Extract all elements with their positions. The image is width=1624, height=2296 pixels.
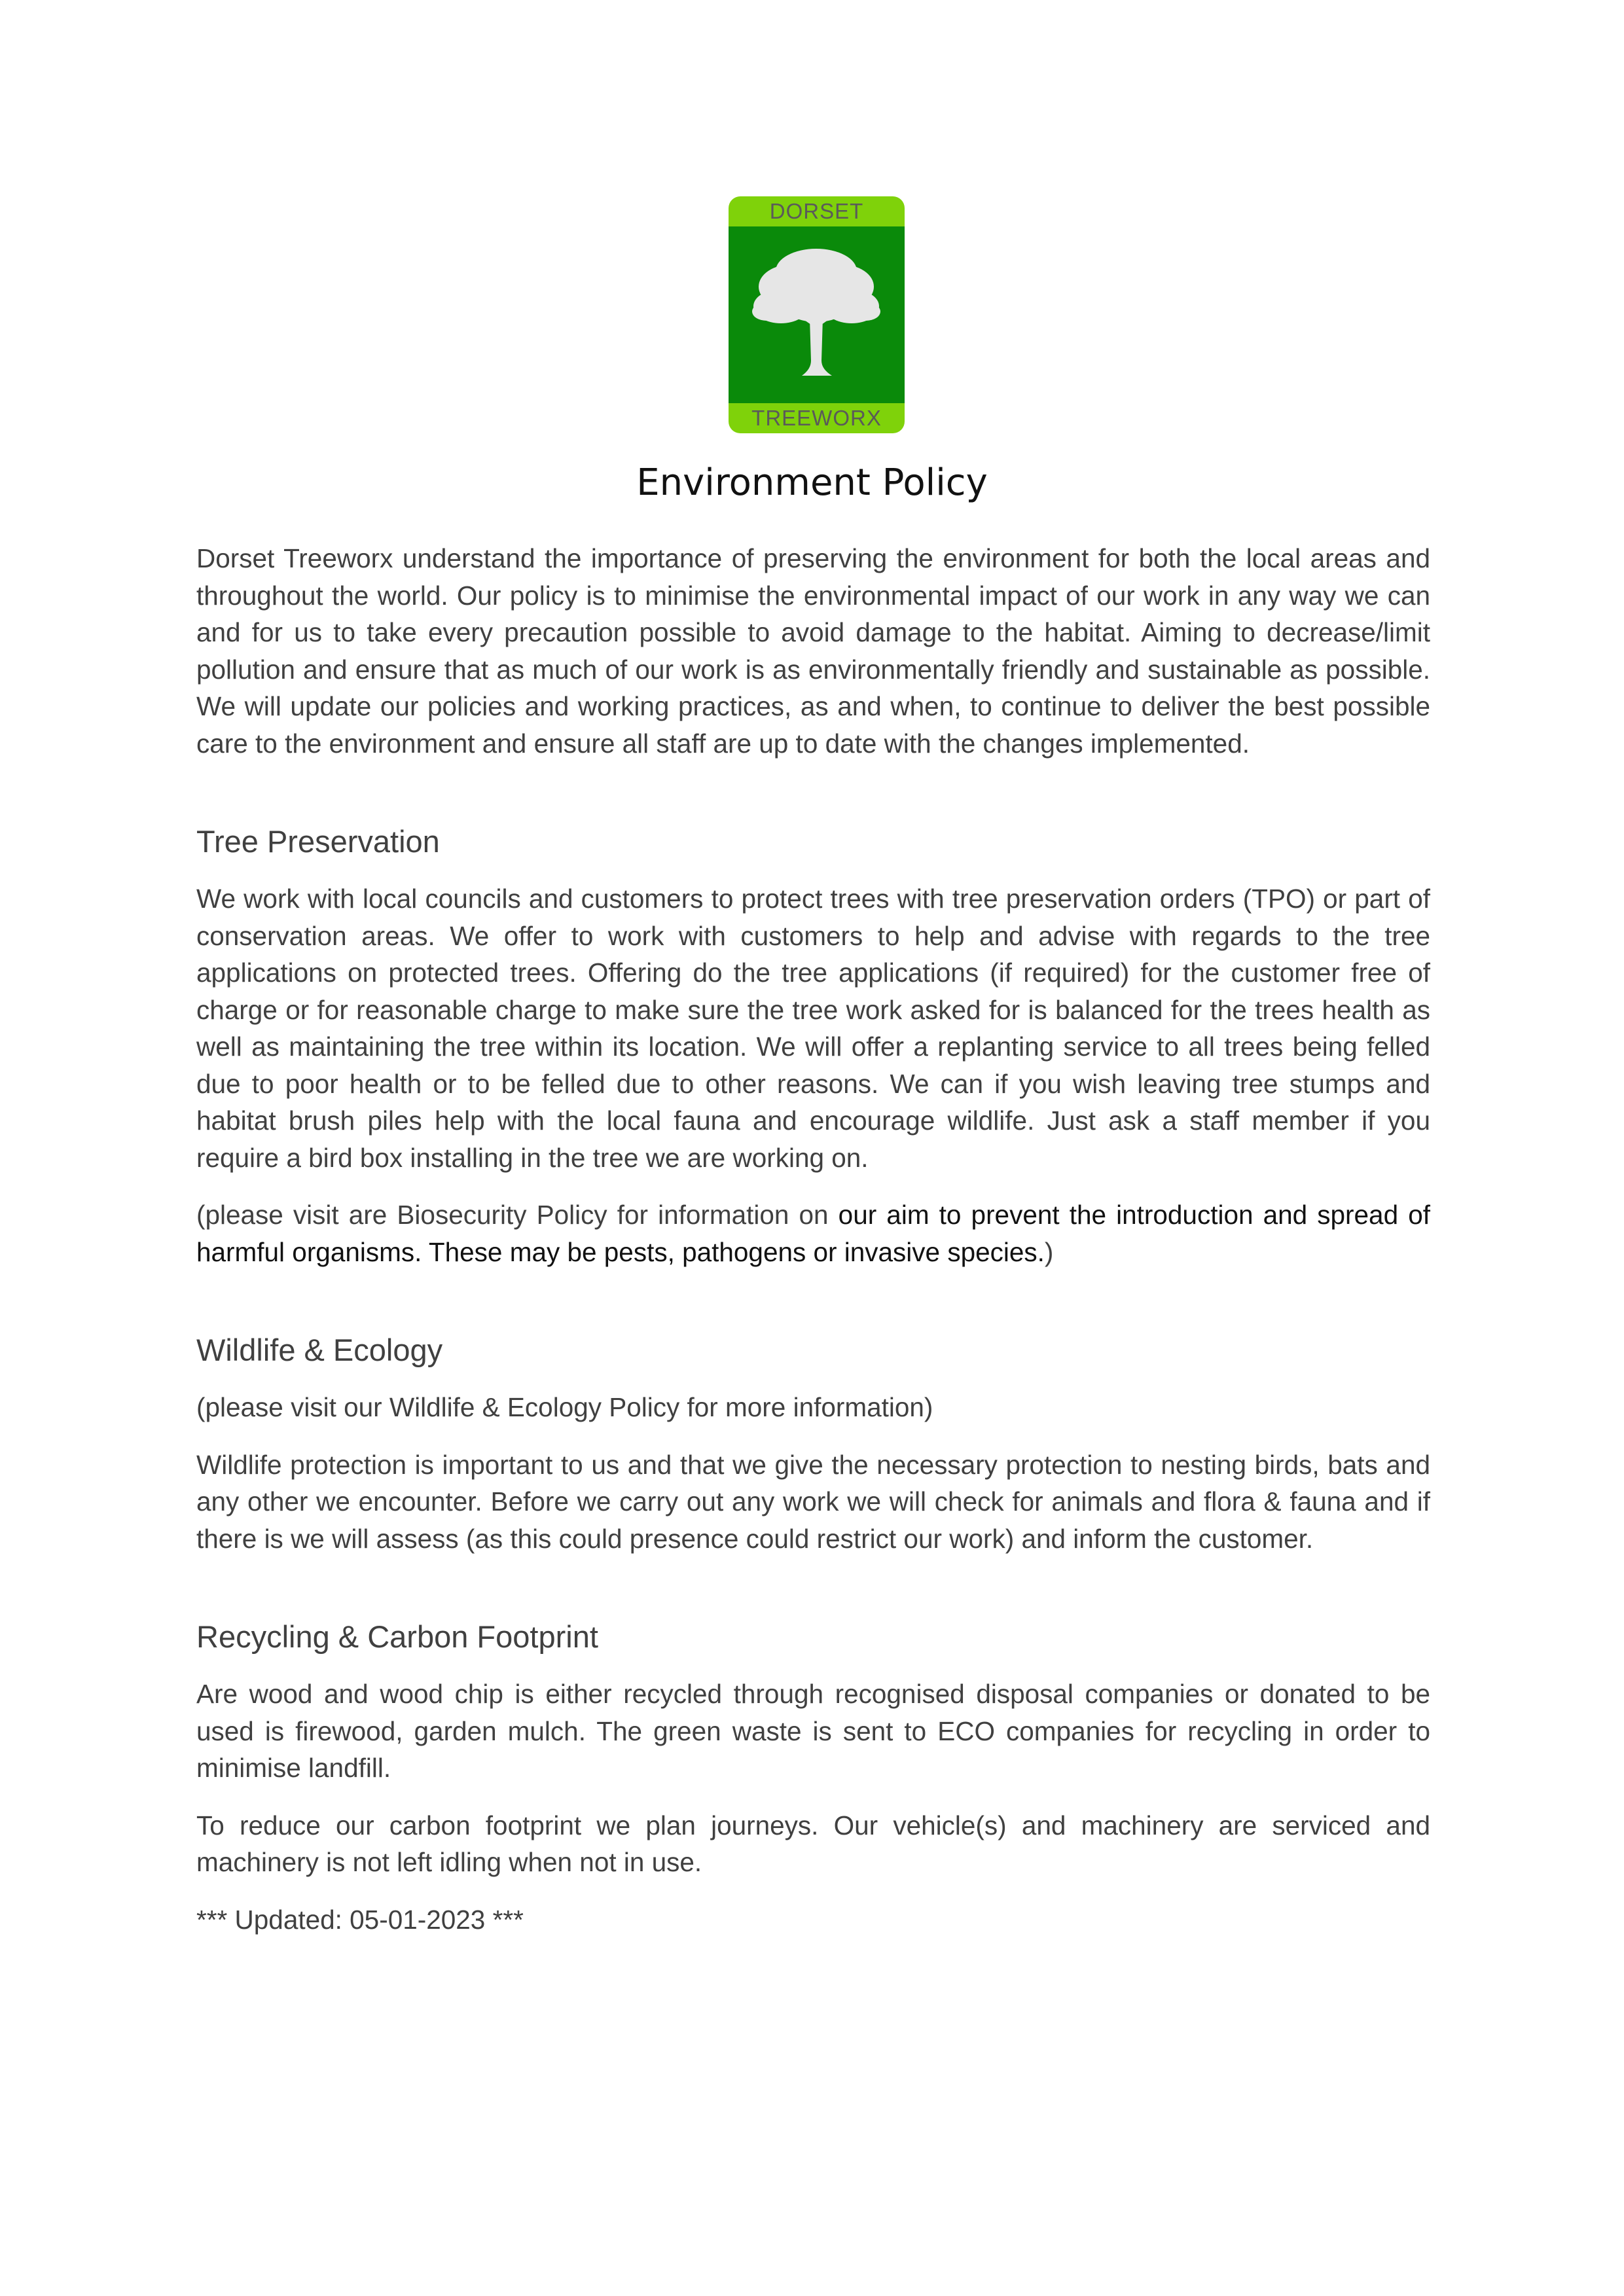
wildlife-paragraph: Wildlife protection is important to us and that we give the necessary protection to nesting birds, bats and any other we encounter. Before we carry out any work we will check for animals and flora & fauna and if there is we will assess (as this could presence could restrict our work) and inform the customer. (196, 1449, 1430, 1554)
updated-date: *** Updated: 05-01-2023 *** (196, 1904, 524, 1935)
recycling-heading: Recycling & Carbon Footprint (196, 1619, 598, 1654)
logo-bottom-text: TREEWORX (751, 406, 882, 430)
wildlife-heading: Wildlife & Ecology (196, 1333, 443, 1367)
biosecurity-note-start: (please visit are Biosecurity Policy for information on (196, 1200, 839, 1230)
logo-green-panel (729, 226, 905, 403)
biosecurity-note-end: ) (1044, 1236, 1054, 1267)
company-logo (729, 196, 905, 433)
policy-content (196, 540, 1430, 1958)
logo-top-text: DORSET (769, 199, 864, 223)
page-title: Environment Policy (636, 461, 988, 504)
tree-preservation-heading: Tree Preservation (196, 824, 440, 859)
biosecurity-note-highlight: our aim to prevent the introduction and spread of harmful organisms. These may be pests, pathogens or invasive species. (196, 1200, 1430, 1267)
wildlife-note: (please visit our Wildlife & Ecology Policy for more information) (196, 1392, 933, 1422)
tree-preservation-paragraph: We work with local councils and customers to protect trees with tree preservation orders (TPO) or part of conservation areas. We offer to work with customers to help and advise with regards to the tree applications on protected trees. Offering do the tree applications (if required) for the customer free of charge or for reasonable charge to make sure the tree work asked for is balanced for the trees health as well as maintaining the tree within its location. We will offer a replanting service to all trees being felled due to poor health or to be felled due to other reasons. We can if you wish leaving tree stumps and habitat brush piles help with the local fauna and encourage wildlife. Just ask a staff member if you require a bird box installing in the tree we are working on. (196, 884, 1430, 1173)
tree-icon (729, 226, 905, 403)
recycling-paragraph-2: To reduce our carbon footprint we plan journeys. Our vehicle(s) and machinery are serviced and machinery is not left idling when not in use. (196, 1810, 1430, 1877)
recycling-paragraph-1: Are wood and wood chip is either recycled through recognised disposal companies or donated to be used is firewood, garden mulch. The green waste is sent to ECO companies for recycling in order to minimise landfill. (196, 1679, 1430, 1783)
biosecurity-note (196, 1196, 1430, 1270)
intro-paragraph: Dorset Treeworx understand the importance of preserving the environment for both the local areas and throughout the world. Our policy is to minimise the environmental impact of our work in any way we can and for us to take every precaution possible to avoid damage to the habitat. Aiming to decrease/limit pollution and ensure that as much of our work is as environmentally friendly and sustainable as possible. We will update our policies and working practices, as and when, to continue to deliver the best possible care to the environment and ensure all staff are up to date with the changes implemented. (196, 543, 1430, 759)
